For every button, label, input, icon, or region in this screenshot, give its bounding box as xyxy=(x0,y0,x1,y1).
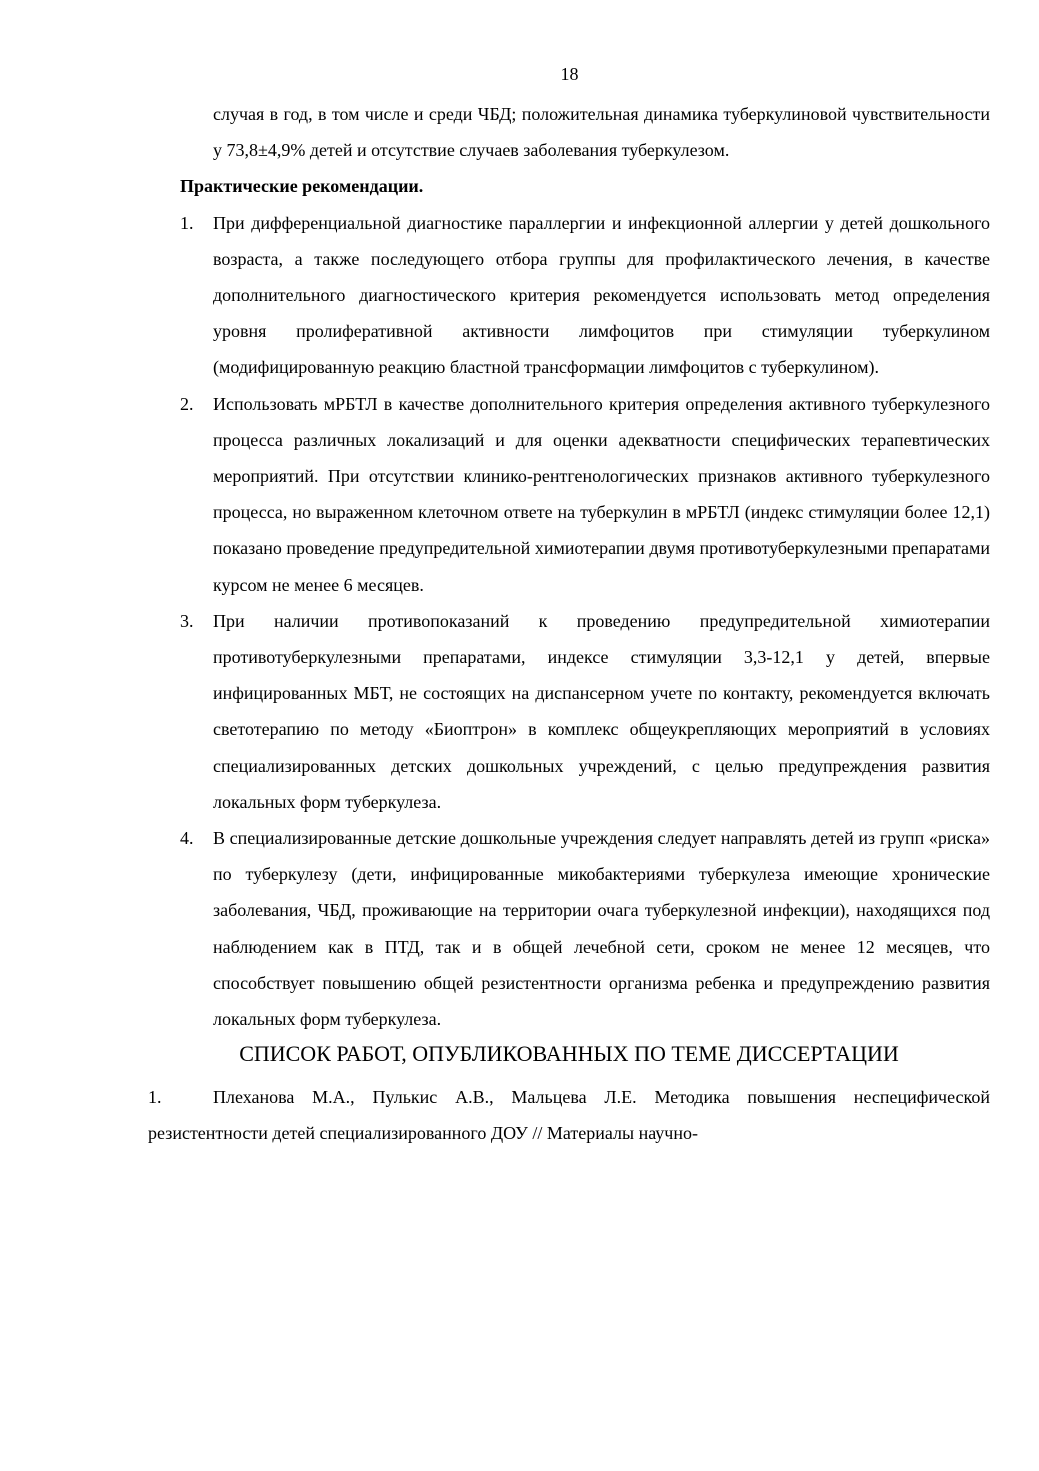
recommendation-text: При дифференциальной диагностике параллергии и инфекционной аллергии у детей дошкольного возраста, а также последующего отбора группы для профилактического лечения, в качестве дополнительного диагностического критерия рекомендуется использовать метод определения уровня пролиферативной активности лимфоцитов при стимуляции туберкулином (модифицированную реакцию бластной трансформации лимфоцитов с туберкулином). xyxy=(213,212,990,378)
publications-list xyxy=(0,1079,1039,1151)
page-body xyxy=(0,96,1039,1152)
recommendation-text: В специализированные детские дошкольные учреждения следует направлять детей из групп «риска» по туберкулезу (дети, инфицированные микобактериями туберкулеза имеющие хронические заболевания, ЧБД, проживающие на территории очага туберкулезной инфекции), находящихся под наблюдением как в ПТД, так и в общей лечебной сети, сроком не менее 12 месяцев, что способствует повышению общей резистентности организма ребенка и предупреждению развития локальных форм туберкулеза. xyxy=(213,828,990,1030)
recommendation-item xyxy=(180,386,990,603)
recommendation-item xyxy=(180,820,990,1037)
recommendations-heading: Практические рекомендации. xyxy=(180,176,424,197)
publication-item xyxy=(148,1079,990,1151)
recommendation-number: 2. xyxy=(180,393,194,414)
recommendation-item xyxy=(180,205,990,386)
recommendation-item xyxy=(180,603,990,820)
recommendation-number: 1. xyxy=(180,212,194,233)
recommendation-text: При наличии противопоказаний к проведению предупредительной химиотерапии противотуберкулезными препаратами, индексе стимуляции 3,3-12,1 у детей, впервые инфицированных МБТ, не состоящих на диспансерном учете по контакту, рекомендуется включать светотерапию по методу «Биоптрон» в комплекс общеукрепляющих мероприятий в условиях специализированных детских дошкольных учреждений, с целью предупреждения развития локальных форм туберкулеза. xyxy=(213,610,990,812)
recommendation-number: 4. xyxy=(180,828,194,849)
publications-heading: СПИСОК РАБОТ, ОПУБЛИКОВАННЫХ ПО ТЕМЕ ДИССЕРТАЦИИ xyxy=(239,1041,899,1067)
publication-number: 1. xyxy=(148,1087,162,1108)
recommendations-list xyxy=(0,205,1039,1038)
publication-text: Плеханова М.А., Пулькис А.В., Мальцева Л.Е. Методика повышения неспецифической резистентности детей специализированного ДОУ // Материалы научно- xyxy=(148,1087,990,1144)
recommendation-number: 3. xyxy=(180,610,194,631)
recommendation-text: Использовать мРБТЛ в качестве дополнительного критерия определения активного туберкулезного процесса различных локализаций и для оценки адекватности специфических терапевтических мероприятий. При отсутствии клинико-рентгенологических признаков активного туберкулезного процесса, но выраженном клеточном ответе на туберкулин в мРБТЛ (индекс стимуляции более 12,1) показано проведение предупредительной химиотерапии двумя противотуберкулезными препаратами курсом не менее 6 месяцев. xyxy=(213,393,990,595)
intro-continuation: случая в год, в том числе и среди ЧБД; положительная динамика туберкулиновой чувствительности у 73,8±4,9% детей и отсутствие случаев заболевания туберкулезом. xyxy=(213,104,990,161)
page-number: 18 xyxy=(560,64,579,84)
